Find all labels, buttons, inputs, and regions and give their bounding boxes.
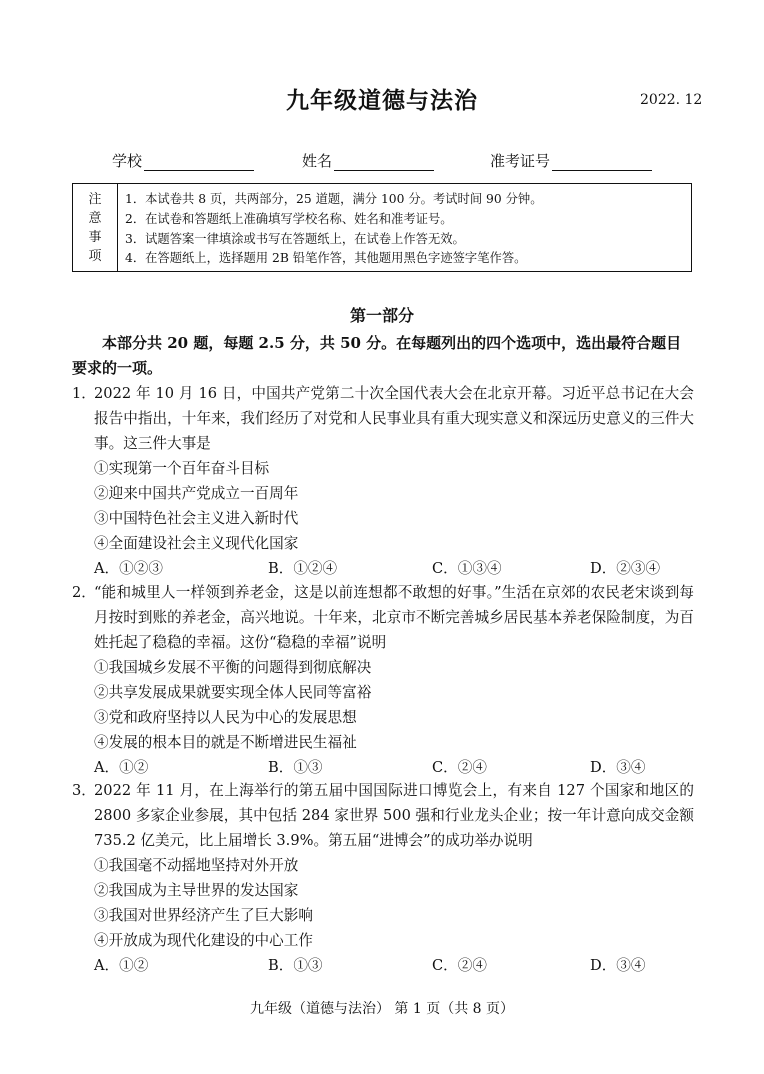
exam-id-blank-line bbox=[552, 154, 652, 171]
school-field bbox=[112, 150, 254, 171]
name-blank-line bbox=[334, 154, 434, 171]
question-stem: 2022 年 10 月 16 日，中国共产党第二十次全国代表大会在北京开幕。习近平总书记在大会报告中指出，十年来，我们经历了对党和人民事业具有重大现实意义和深远历史意义的三件大事。这三件大事是 bbox=[94, 385, 694, 452]
question-3 bbox=[72, 778, 694, 978]
section-title: 第一部分 bbox=[349, 306, 414, 325]
question-option: ①实现第一个百年奋斗目标 bbox=[94, 460, 270, 477]
question-number: 2． bbox=[72, 584, 96, 601]
notice-item: 2．在试卷和答题纸上准确填写学校名称、姓名和准考证号。 bbox=[125, 211, 453, 226]
choice-d: D．②③④ bbox=[590, 560, 661, 577]
question-option: ①我国毫不动摇地坚持对外开放 bbox=[94, 857, 299, 874]
notice-label bbox=[73, 184, 118, 271]
exam-date: 2022. 12 bbox=[640, 92, 703, 108]
answer-choices bbox=[94, 953, 694, 978]
question-option: ④开放成为现代化建设的中心工作 bbox=[94, 932, 313, 949]
question-option: ②我国成为主导世界的发达国家 bbox=[94, 882, 299, 899]
choice-b: B．①②④ bbox=[268, 560, 338, 577]
choice-c: C．②④ bbox=[432, 957, 487, 974]
question-option: ②迎来中国共产党成立一百周年 bbox=[94, 485, 299, 502]
choice-b: B．①③ bbox=[268, 957, 323, 974]
choice-a: A．①② bbox=[94, 759, 149, 776]
question-option: ③我国对世界经济产生了巨大影响 bbox=[94, 907, 313, 924]
page-footer: 九年级（道德与法治） 第 1 页（共 8 页） bbox=[249, 1001, 515, 1017]
name-field bbox=[302, 150, 434, 171]
notice-label-char: 注 bbox=[88, 191, 102, 207]
notice-item: 1．本试卷共 8 页，共两部分，25 道题，满分 100 分。考试时间 90 分钟。 bbox=[125, 192, 543, 206]
choice-a: A．①②③ bbox=[94, 560, 163, 577]
choice-d: D．③④ bbox=[590, 957, 646, 974]
exam-title: 九年级道德与法治 bbox=[286, 87, 478, 114]
question-number: 1． bbox=[72, 385, 96, 402]
notice-label-char: 事 bbox=[88, 229, 102, 245]
question-2 bbox=[72, 580, 694, 780]
choice-b: B．①③ bbox=[268, 759, 323, 776]
question-stem: “能和城里人一样领到养老金，这是以前连想都不敢想的好事。”生活在京郊的农民老宋谈到每月按时到账的养老金，高兴地说。十年来，北京市不断完善城乡居民基本养老保险制度，为百姓托起了稳稳的幸福。这份“稳稳的幸福”说明 bbox=[94, 584, 694, 651]
question-1 bbox=[72, 381, 694, 581]
notice-item: 3．试题答案一律填涂或书写在答题纸上，在试卷上作答无效。 bbox=[125, 231, 465, 246]
question-option: ①我国城乡发展不平衡的问题得到彻底解决 bbox=[94, 659, 372, 676]
choice-c: C．②④ bbox=[432, 759, 487, 776]
choice-c: C．①③④ bbox=[432, 560, 502, 577]
question-number: 3． bbox=[72, 782, 96, 799]
notice-label-char: 项 bbox=[88, 248, 102, 264]
question-option: ③中国特色社会主义进入新时代 bbox=[94, 510, 299, 527]
section-intro: 本部分共 20 题，每题 2.5 分，共 50 分。在每题列出的四个选项中，选出最符合题目要求的一项。 bbox=[72, 334, 682, 377]
notice-label-char: 意 bbox=[88, 210, 102, 226]
school-label: 学校 bbox=[112, 152, 143, 170]
exam-id-label: 准考证号 bbox=[490, 152, 551, 170]
answer-choices bbox=[94, 755, 694, 780]
school-blank-line bbox=[144, 154, 254, 171]
question-option: ③党和政府坚持以人民为中心的发展思想 bbox=[94, 709, 357, 726]
exam-id-field bbox=[490, 150, 652, 171]
notice-items bbox=[125, 190, 543, 269]
notice-item: 4．在答题纸上，选择题用 2B 铅笔作答，其他题用黑色字迹签字笔作答。 bbox=[125, 251, 527, 266]
question-option: ②共享发展成果就要实现全体人民同等富裕 bbox=[94, 684, 372, 701]
question-option: ④发展的根本目的就是不断增进民生福祉 bbox=[94, 734, 357, 751]
notice-box bbox=[72, 183, 692, 272]
choice-d: D．③④ bbox=[590, 759, 646, 776]
choice-a: A．①② bbox=[94, 957, 149, 974]
question-stem: 2022 年 11 月，在上海举行的第五届中国国际进口博览会上，有来自 127 个国家和地区的 2800 多家企业参展，其中包括 284 家世界 500 强和行业龙头企业；按一年计意向成交金额 735.2 亿美元，比上届增长 3.9%。第五届“进博会”的成功举办说明 bbox=[94, 782, 694, 849]
answer-choices bbox=[94, 556, 694, 581]
question-option: ④全面建设社会主义现代化国家 bbox=[94, 535, 299, 552]
name-label: 姓名 bbox=[302, 152, 333, 170]
